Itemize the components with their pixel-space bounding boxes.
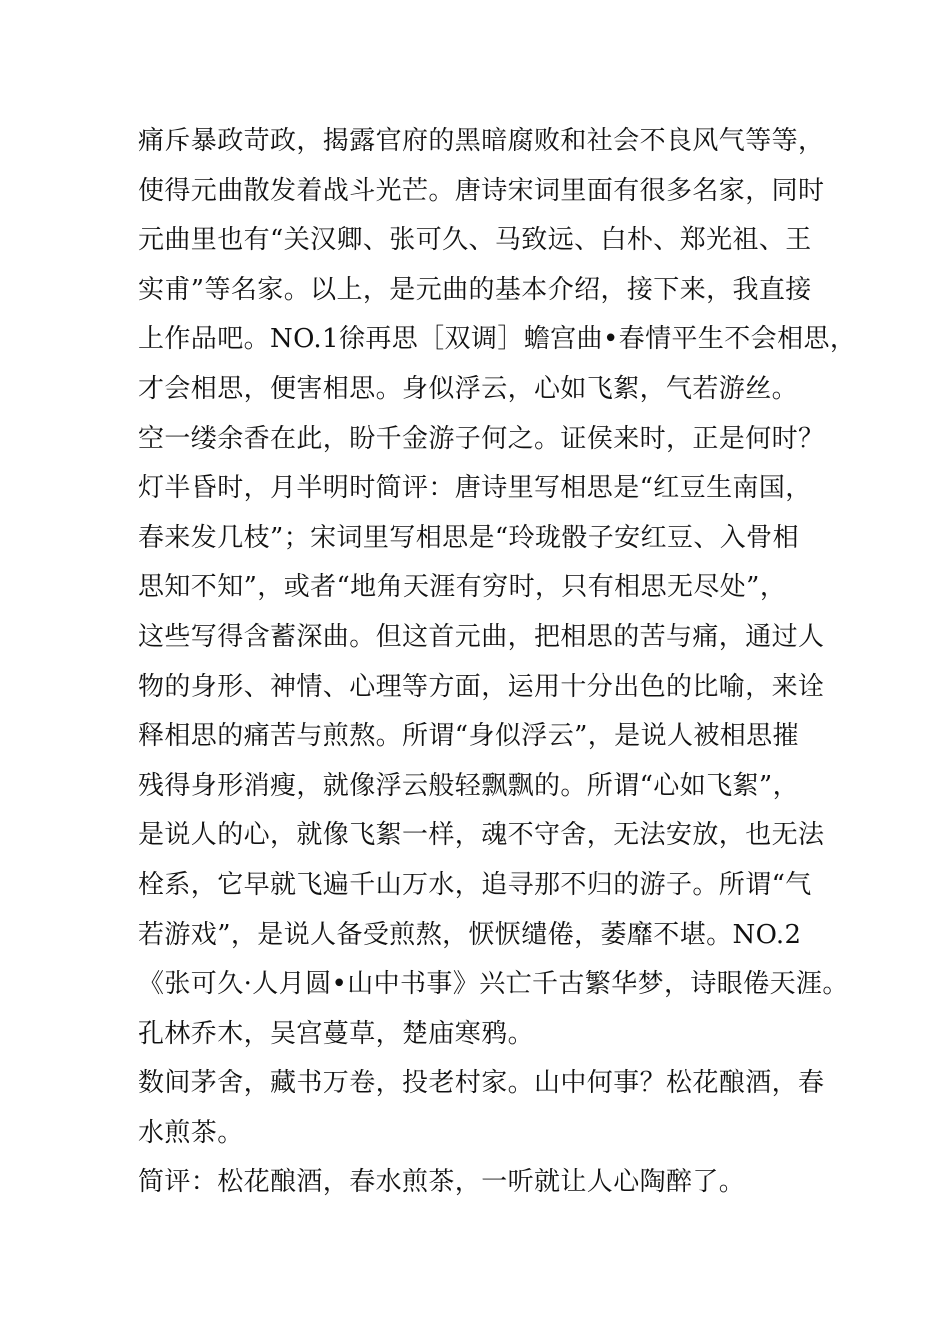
text-body [138, 117, 928, 1208]
text-line: 空一缕余香在此，盼千金游子何之。证侯来时，正是何时？ [138, 423, 825, 454]
text-line: 这些写得含蓄深曲。但这首元曲，把相思的苦与痛，通过人 [138, 621, 825, 652]
text-line: 思知不知”，或者“地角天涯有穷时，只有相思无尽处”， [138, 572, 787, 603]
text-line: 栓系，它早就飞遍千山万水，追寻那不归的游子。所谓“气 [138, 869, 812, 900]
text-line: 实甫”等名家。以上，是元曲的基本介绍，接下来，我直接 [138, 274, 812, 305]
text-line: 残得身形消瘦，就像浮云般轻飘飘的。所谓“心如飞絮”， [138, 770, 799, 801]
text-line: 是说人的心，就像飞絮一样，魂不守舍，无法安放，也无法 [138, 820, 825, 851]
text-line: 上作品吧。NO.1徐再思［双调］蟾宫曲•春情平生不会相思， [138, 324, 857, 355]
text-line: 灯半昏时，月半明时简评：唐诗里写相思是“红豆生南国， [138, 473, 812, 504]
text-line: 简评：松花酿酒，春水煎茶，一听就让人心陶醉了。 [138, 1167, 746, 1198]
text-line: 孔林乔木，吴宫蔓草，楚庙寒鸦。 [138, 1018, 535, 1049]
text-line: 元曲里也有“关汉卿、张可久、马致远、白朴、郑光祖、王 [138, 225, 812, 256]
text-line: 水煎茶。 [138, 1117, 244, 1148]
text-line: 使得元曲散发着战斗光芒。唐诗宋词里面有很多名家，同时 [138, 175, 825, 206]
text-line: 释相思的痛苦与煎熬。所谓“身似浮云”，是说人被相思摧 [138, 721, 799, 752]
text-line: 痛斥暴政苛政，揭露官府的黑暗腐败和社会不良风气等等， [138, 126, 825, 156]
text-line: 春来发几枝”；宋词里写相思是“玲珑骰子安红豆、入骨相 [138, 522, 799, 553]
text-line: 若游戏”，是说人备受煎熬，恹恹缱倦，萎靡不堪。NO.2 [138, 919, 802, 950]
text-line: 物的身形、神情、心理等方面，运用十分出色的比喻，来诠 [138, 671, 825, 702]
text-line: 《张可久·人月圆•山中书事》兴亡千古繁华梦，诗眼倦天涯。 [138, 969, 849, 1000]
text-line: 数间茅舍，藏书万卷，投老村家。山中何事？松花酿酒，春 [138, 1068, 825, 1099]
text-line: 才会相思，便害相思。身似浮云，心如飞絮，气若游丝。 [138, 373, 799, 404]
